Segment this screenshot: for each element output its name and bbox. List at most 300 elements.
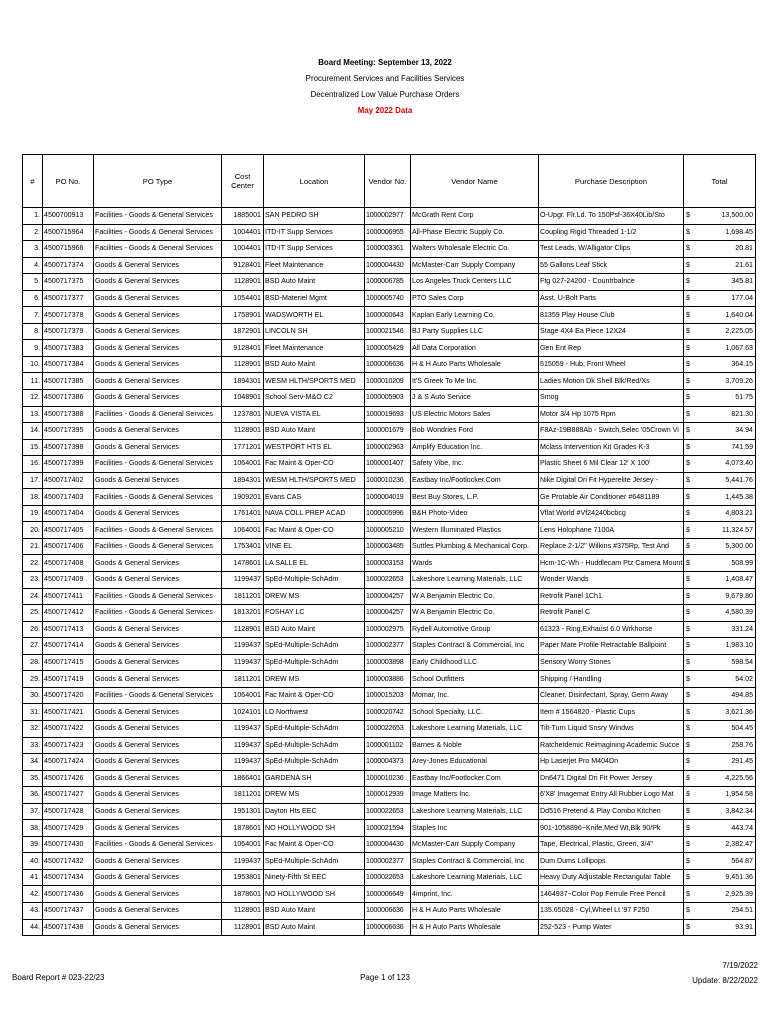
total-amount: 1,698.45	[696, 224, 756, 241]
location: SpEd-Multiple-SchAdm	[264, 853, 365, 870]
cost-center: 1771201	[222, 439, 264, 456]
table-row	[23, 208, 756, 225]
purchase-description: Tilt-Turn Liquid Snsry Windws	[539, 720, 684, 737]
cost-center: 1199437	[222, 853, 264, 870]
vendor-number: 1000004430	[365, 257, 411, 274]
po-type: Goods & General Services	[94, 621, 222, 638]
row-number: 14.	[23, 423, 43, 440]
total-amount: 11,324.57	[696, 522, 756, 539]
po-type: Goods & General Services	[94, 737, 222, 754]
purchase-description: F8Az-19B888Ab - Switch,Selec '05Crown Vi	[539, 423, 684, 440]
total-amount: 364.15	[696, 356, 756, 373]
currency-symbol: $	[684, 572, 696, 589]
vendor-number: 1000021594	[365, 820, 411, 837]
po-type: Goods & General Services	[94, 373, 222, 390]
total-amount: 21.61	[696, 257, 756, 274]
header-po-no: PO No.	[43, 155, 94, 208]
total-amount: 177.04	[696, 290, 756, 307]
vendor-name: McGrath Rent Corp	[411, 208, 539, 225]
total-amount: 741.59	[696, 439, 756, 456]
purchase-description: Smog	[539, 390, 684, 407]
cost-center: 1064001	[222, 836, 264, 853]
vendor-number: 1000003898	[365, 654, 411, 671]
cost-center: 1128901	[222, 902, 264, 919]
vendor-name: Barnes & Noble	[411, 737, 539, 754]
header-purchase-description: Purchase Description	[539, 155, 684, 208]
currency-symbol: $	[684, 456, 696, 473]
header-po-type: PO Type	[94, 155, 222, 208]
data-period: May 2022 Data	[357, 105, 413, 115]
vendor-name: Western Illuminated Plastics	[411, 522, 539, 539]
location: WESTPORT HTS EL	[264, 439, 365, 456]
total-amount: 51.75	[696, 390, 756, 407]
purchase-description: Stage 4X4 Ea Piece 12X24	[539, 323, 684, 340]
location: NAVA COLL PREP ACAD	[264, 505, 365, 522]
vendor-number: 1000005903	[365, 390, 411, 407]
location: SpEd-Multiple-SchAdm	[264, 737, 365, 754]
row-number: 16.	[23, 456, 43, 473]
vendor-name: School Specialty, LLC.	[411, 704, 539, 721]
location: BSD Auto Maint	[264, 919, 365, 936]
cost-center: 1024101	[222, 704, 264, 721]
table-row	[23, 489, 756, 506]
row-number: 41.	[23, 869, 43, 886]
po-number: 4500717422	[43, 720, 94, 737]
currency-symbol: $	[684, 687, 696, 704]
total-amount: 5,441.76	[696, 472, 756, 489]
po-number: 4500715966	[43, 241, 94, 258]
table-row	[23, 505, 756, 522]
table-row	[23, 572, 756, 589]
row-number: 17.	[23, 472, 43, 489]
table-row	[23, 390, 756, 407]
cost-center: 1478601	[222, 555, 264, 572]
currency-symbol: $	[684, 886, 696, 903]
row-number: 39.	[23, 836, 43, 853]
row-number: 38.	[23, 820, 43, 837]
po-type: Goods & General Services	[94, 869, 222, 886]
total-amount: 508.99	[696, 555, 756, 572]
purchase-description: Hcm-1C-Wh - Huddlecam Ptz Camera Mount	[539, 555, 684, 572]
purchase-description: Mclass Intervention Kit Grades K-3	[539, 439, 684, 456]
cost-center: 1811201	[222, 787, 264, 804]
purchase-description: Vflat World #Vf24240bcbcg	[539, 505, 684, 522]
cost-center: 1064001	[222, 456, 264, 473]
total-amount: 93.91	[696, 919, 756, 936]
currency-symbol: $	[684, 274, 696, 291]
vendor-name: Lakeshore Learning Materials, LLC	[411, 869, 539, 886]
vendor-name: Staples Contract & Commercial, Inc	[411, 853, 539, 870]
total-amount: 494.85	[696, 687, 756, 704]
row-number: 27.	[23, 638, 43, 655]
po-number: 4500717429	[43, 820, 94, 837]
meeting-title: Board Meeting: September 13, 2022	[318, 57, 452, 67]
row-number: 26.	[23, 621, 43, 638]
cost-center: 1811201	[222, 671, 264, 688]
row-number: 29.	[23, 671, 43, 688]
purchase-description: Sensory Worry Stones	[539, 654, 684, 671]
vendor-name: Lakeshore Learning Materials, LLC	[411, 572, 539, 589]
currency-symbol: $	[684, 505, 696, 522]
purchase-description: Motor 3/4 Hp 1075 Rpm	[539, 406, 684, 423]
purchase-description: Ladies Motion Dk Shell Blk/Red/Xs	[539, 373, 684, 390]
cost-center: 1878601	[222, 886, 264, 903]
vendor-name: McMaster-Carr Supply Company	[411, 836, 539, 853]
po-number: 4500717437	[43, 902, 94, 919]
vendor-name: W A Benjamin Electric Co.	[411, 605, 539, 622]
cost-center: 1199437	[222, 654, 264, 671]
total-amount: 9,451.36	[696, 869, 756, 886]
vendor-number: 1000005210	[365, 522, 411, 539]
row-number: 30.	[23, 687, 43, 704]
total-amount: 2,225.05	[696, 323, 756, 340]
currency-symbol: $	[684, 770, 696, 787]
currency-symbol: $	[684, 919, 696, 936]
vendor-name: Walters Wholesale Electric Co.	[411, 241, 539, 258]
row-number: 8.	[23, 323, 43, 340]
purchase-description: 252-523 - Pump Water	[539, 919, 684, 936]
board-report-number: Board Report # 023-22/23	[12, 973, 105, 982]
currency-symbol: $	[684, 356, 696, 373]
po-number: 4500717384	[43, 356, 94, 373]
currency-symbol: $	[684, 423, 696, 440]
po-type: Facilities - Goods & General Services	[94, 489, 222, 506]
table-row	[23, 588, 756, 605]
location: NUEVA VISTA EL	[264, 406, 365, 423]
vendor-name: H & H Auto Parts Wholesale	[411, 356, 539, 373]
table-row	[23, 538, 756, 555]
vendor-name: H & H Auto Parts Wholesale	[411, 902, 539, 919]
location: LINCOLN SH	[264, 323, 365, 340]
location: BSD Auto Maint	[264, 274, 365, 291]
purchase-description: Paper Mate Profile Retractable Ballpoint	[539, 638, 684, 655]
total-amount: 1,983.10	[696, 638, 756, 655]
vendor-number: 1000002975	[365, 621, 411, 638]
po-type: Goods & General Services	[94, 820, 222, 837]
vendor-name: Suttles Plumbing & Mechanical Corp.	[411, 538, 539, 555]
cost-center: 1909201	[222, 489, 264, 506]
currency-symbol: $	[684, 241, 696, 258]
po-type: Facilities - Goods & General Services	[94, 456, 222, 473]
vendor-name: It'S Greek To Me Inc.	[411, 373, 539, 390]
location: Fac Maint & Oper-CO	[264, 456, 365, 473]
po-number: 4500717388	[43, 406, 94, 423]
currency-symbol: $	[684, 621, 696, 638]
table-row	[23, 787, 756, 804]
row-number: 6.	[23, 290, 43, 307]
purchase-description: 1464937~Color Pop Ferrule Free Pencil	[539, 886, 684, 903]
row-number: 11.	[23, 373, 43, 390]
row-number: 40.	[23, 853, 43, 870]
po-type: Goods & General Services	[94, 505, 222, 522]
location: BSD Auto Maint	[264, 621, 365, 638]
table-row	[23, 803, 756, 820]
purchase-description: O-Upgr. Flr.Ld. To 150Psf-36X40Lib/Sto	[539, 208, 684, 225]
vendor-number: 1000006636	[365, 919, 411, 936]
purchase-description: Dum Dums Lollipops	[539, 853, 684, 870]
po-number: 4500717406	[43, 538, 94, 555]
location: School Serv-M&O C2	[264, 390, 365, 407]
currency-symbol: $	[684, 224, 696, 241]
vendor-number: 1000010236	[365, 472, 411, 489]
po-type: Goods & General Services	[94, 671, 222, 688]
total-amount: 1,408.47	[696, 572, 756, 589]
purchase-description: Retrofit Panel 1Ch1	[539, 588, 684, 605]
vendor-name: Momar, Inc.	[411, 687, 539, 704]
location: LD Northwest	[264, 704, 365, 721]
vendor-name: Early Childhood LLC	[411, 654, 539, 671]
total-amount: 2,925.39	[696, 886, 756, 903]
vendor-number: 1000004257	[365, 588, 411, 605]
header-location: Location	[264, 155, 365, 208]
currency-symbol: $	[684, 439, 696, 456]
purchase-description: 61323 - Ring,Exhaust 6.0 Wrkhorse	[539, 621, 684, 638]
cost-center: 1885001	[222, 208, 264, 225]
table-row	[23, 323, 756, 340]
row-number: 21.	[23, 538, 43, 555]
vendor-number: 1000002963	[365, 439, 411, 456]
po-number: 4500717420	[43, 687, 94, 704]
vendor-name: Arey-Jones Educational	[411, 754, 539, 771]
po-number: 4500717404	[43, 505, 94, 522]
purchase-description: Dn6471 Digital Dri Fit Power Jersey	[539, 770, 684, 787]
cost-center: 1878601	[222, 820, 264, 837]
currency-symbol: $	[684, 853, 696, 870]
table-row	[23, 456, 756, 473]
purchase-description: Asst. U-Bolt Parts	[539, 290, 684, 307]
cost-center: 1004401	[222, 224, 264, 241]
purchase-description: 55 Gallons Leaf Stick	[539, 257, 684, 274]
total-amount: 254.51	[696, 902, 756, 919]
vendor-number: 1000002377	[365, 638, 411, 655]
row-number: 7.	[23, 307, 43, 324]
vendor-name: Los Angeles Truck Centers LLC	[411, 274, 539, 291]
table-row	[23, 621, 756, 638]
vendor-name: Lakeshore Learning Materials, LLC	[411, 803, 539, 820]
vendor-number: 1000010236	[365, 770, 411, 787]
po-number: 4500717398	[43, 439, 94, 456]
report-header	[0, 54, 770, 118]
vendor-number: 1000006785	[365, 274, 411, 291]
currency-symbol: $	[684, 323, 696, 340]
cost-center: 1813201	[222, 605, 264, 622]
po-type: Goods & General Services	[94, 257, 222, 274]
table-row	[23, 886, 756, 903]
table-row	[23, 902, 756, 919]
vendor-name: W A Benjamin Electric Co.	[411, 588, 539, 605]
po-number: 4500717411	[43, 588, 94, 605]
cost-center: 1128901	[222, 919, 264, 936]
location: SAN PEDRO SH	[264, 208, 365, 225]
po-number: 4500717438	[43, 919, 94, 936]
po-number: 4500717419	[43, 671, 94, 688]
table-row	[23, 869, 756, 886]
row-number: 25.	[23, 605, 43, 622]
table-row	[23, 836, 756, 853]
table-row	[23, 290, 756, 307]
currency-symbol: $	[684, 902, 696, 919]
currency-symbol: $	[684, 654, 696, 671]
cost-center: 1128901	[222, 274, 264, 291]
cost-center: 1894301	[222, 472, 264, 489]
cost-center: 1199437	[222, 720, 264, 737]
total-amount: 821.30	[696, 406, 756, 423]
purchase-description: 6'X8' Imagemat Entry All Rubber Logo Mat	[539, 787, 684, 804]
row-number: 34.	[23, 754, 43, 771]
table-header-row	[23, 155, 756, 208]
vendor-number: 1000006636	[365, 356, 411, 373]
currency-symbol: $	[684, 472, 696, 489]
vendor-name: B&H Photo-Video	[411, 505, 539, 522]
total-amount: 9,679.80	[696, 588, 756, 605]
header-vendor-no: Vendor No.	[365, 155, 411, 208]
currency-symbol: $	[684, 803, 696, 820]
currency-symbol: $	[684, 588, 696, 605]
vendor-number: 1000002377	[365, 853, 411, 870]
vendor-name: Rydell Automotive Group	[411, 621, 539, 638]
cost-center: 1199437	[222, 754, 264, 771]
po-type: Goods & General Services	[94, 390, 222, 407]
row-number: 44.	[23, 919, 43, 936]
vendor-name: School Outfitters	[411, 671, 539, 688]
vendor-name: Eastbay Inc/Footlocker.Com	[411, 472, 539, 489]
total-amount: 258.76	[696, 737, 756, 754]
po-type: Goods & General Services	[94, 439, 222, 456]
location: BSD-Materiel Mgmt	[264, 290, 365, 307]
vendor-name: Staples Contract & Commercial, Inc	[411, 638, 539, 655]
total-amount: 291.45	[696, 754, 756, 771]
row-number: 19.	[23, 505, 43, 522]
po-type: Goods & General Services	[94, 803, 222, 820]
purchase-description: Ftg 027-24200 - Countrbalnce	[539, 274, 684, 291]
location: BSD Auto Maint	[264, 423, 365, 440]
table-row	[23, 820, 756, 837]
total-amount: 331.24	[696, 621, 756, 638]
purchase-description: Dd516 Pretend & Play Combo Kitchen	[539, 803, 684, 820]
location: ITD-IT Supp Services	[264, 241, 365, 258]
row-number: 3.	[23, 241, 43, 258]
cost-center: 1128901	[222, 423, 264, 440]
purchase-description: Coupling Rigid Threaded 1-1/2	[539, 224, 684, 241]
total-amount: 1,640.04	[696, 307, 756, 324]
table-row	[23, 919, 756, 936]
table-row	[23, 754, 756, 771]
cost-center: 1064001	[222, 687, 264, 704]
table-row	[23, 356, 756, 373]
vendor-number: 1000004430	[365, 836, 411, 853]
report-dates	[692, 958, 758, 988]
table-row	[23, 373, 756, 390]
po-number: 4500717386	[43, 390, 94, 407]
vendor-name: BJ Party Supplies LLC	[411, 323, 539, 340]
vendor-name: J & S Auto Service	[411, 390, 539, 407]
vendor-name: Lakeshore Learning Materials, LLC	[411, 720, 539, 737]
po-number: 4500717430	[43, 836, 94, 853]
purchase-description: Wonder Wands	[539, 572, 684, 589]
po-type: Facilities - Goods & General Services	[94, 588, 222, 605]
po-number: 4500717377	[43, 290, 94, 307]
vendor-number: 1000004257	[365, 605, 411, 622]
currency-symbol: $	[684, 638, 696, 655]
row-number: 1.	[23, 208, 43, 225]
total-amount: 4,073.40	[696, 456, 756, 473]
purchase-description: 515059 - Hub, Front Wheel	[539, 356, 684, 373]
row-number: 10.	[23, 356, 43, 373]
purchase-orders-table	[22, 154, 756, 936]
currency-symbol: $	[684, 704, 696, 721]
po-type: Facilities - Goods & General Services	[94, 687, 222, 704]
location: SpEd-Multiple-SchAdm	[264, 754, 365, 771]
po-number: 4500717383	[43, 340, 94, 357]
po-type: Goods & General Services	[94, 654, 222, 671]
purchase-description: Gen Ent Rep	[539, 340, 684, 357]
po-number: 4500717414	[43, 638, 94, 655]
cost-center: 9128401	[222, 340, 264, 357]
cost-center: 1237801	[222, 406, 264, 423]
table-row	[23, 257, 756, 274]
purchase-description: Ge Protable Air Conditioner #6481189	[539, 489, 684, 506]
table-row	[23, 704, 756, 721]
po-number: 4500717434	[43, 869, 94, 886]
vendor-number: 1000000643	[365, 307, 411, 324]
po-type: Goods & General Services	[94, 472, 222, 489]
table-row	[23, 522, 756, 539]
po-type: Goods & General Services	[94, 886, 222, 903]
table-row	[23, 654, 756, 671]
vendor-number: 1000022653	[365, 803, 411, 820]
po-number: 4500717399	[43, 456, 94, 473]
vendor-number: 1000022653	[365, 572, 411, 589]
cost-center: 1004401	[222, 241, 264, 258]
row-number: 12.	[23, 390, 43, 407]
po-type: Facilities - Goods & General Services	[94, 406, 222, 423]
header-vendor-name: Vendor Name	[411, 155, 539, 208]
currency-symbol: $	[684, 522, 696, 539]
location: NO HOLLYWOOD SH	[264, 820, 365, 837]
report-date: 7/19/2022	[722, 961, 758, 970]
po-type: Goods & General Services	[94, 638, 222, 655]
purchase-description: Test Leads, W/Alligator Clips	[539, 241, 684, 258]
row-number: 37.	[23, 803, 43, 820]
currency-symbol: $	[684, 605, 696, 622]
total-amount: 2,382.47	[696, 836, 756, 853]
currency-symbol: $	[684, 340, 696, 357]
table-row	[23, 555, 756, 572]
location: BSD Auto Maint	[264, 356, 365, 373]
currency-symbol: $	[684, 787, 696, 804]
total-amount: 20.81	[696, 241, 756, 258]
vendor-number: 1000004019	[365, 489, 411, 506]
cost-center: 1894301	[222, 373, 264, 390]
po-number: 4500717427	[43, 787, 94, 804]
cost-center: 1048901	[222, 390, 264, 407]
vendor-number: 1000015203	[365, 687, 411, 704]
purchase-description: Retrofit Panel C	[539, 605, 684, 622]
row-number: 15.	[23, 439, 43, 456]
po-type: Goods & General Services	[94, 572, 222, 589]
total-amount: 13,500.00	[696, 208, 756, 225]
vendor-name: Bob Wondries Ford	[411, 423, 539, 440]
currency-symbol: $	[684, 737, 696, 754]
vendor-number: 1000003361	[365, 241, 411, 258]
cost-center: 1761401	[222, 505, 264, 522]
location: VINE EL	[264, 538, 365, 555]
po-number: 4500717405	[43, 522, 94, 539]
po-number: 4500717378	[43, 307, 94, 324]
row-number: 22.	[23, 555, 43, 572]
total-amount: 504.45	[696, 720, 756, 737]
po-number: 4500717423	[43, 737, 94, 754]
